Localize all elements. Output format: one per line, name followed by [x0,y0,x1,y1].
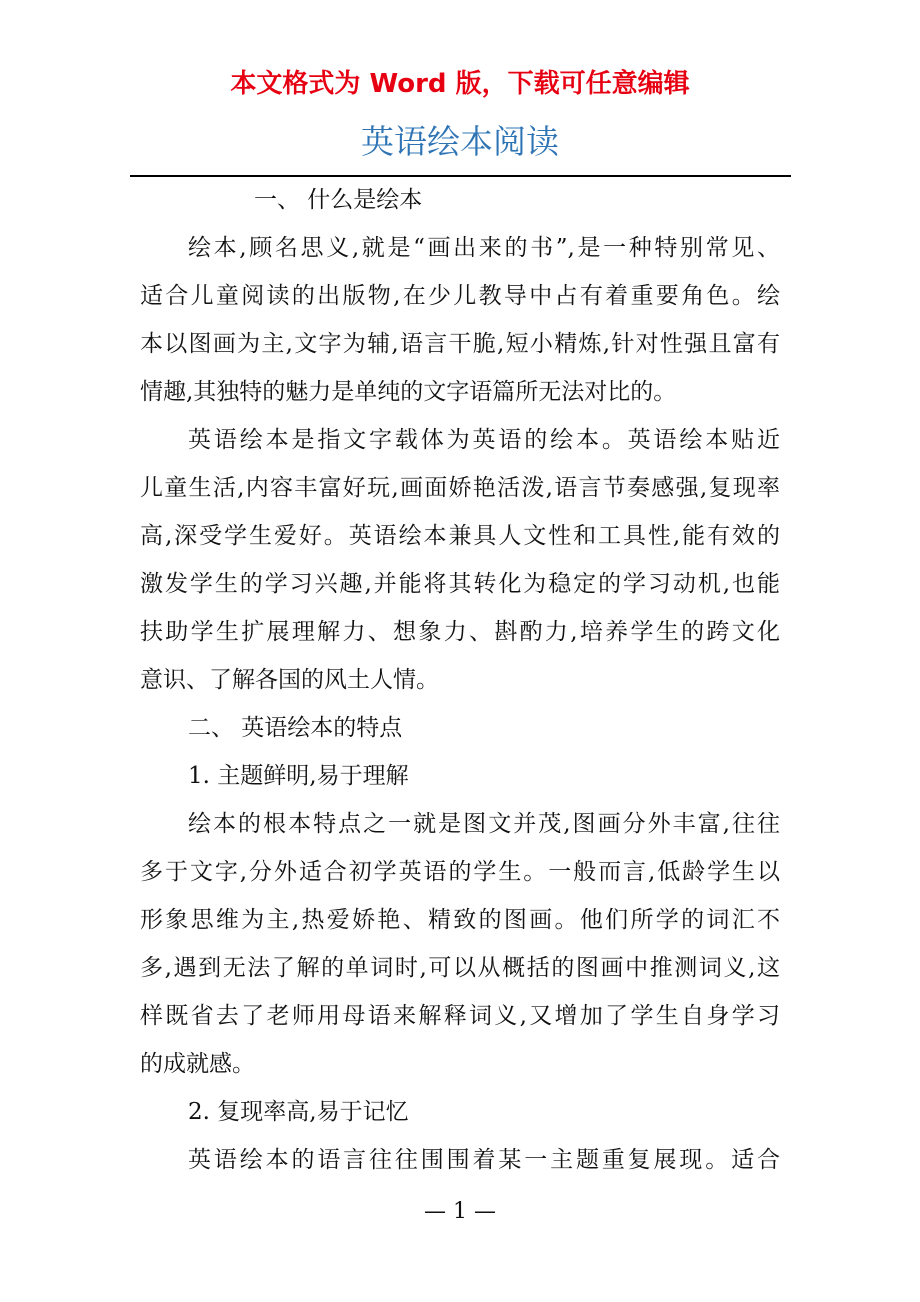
paragraph-line: 本以图画为主,文字为辅,语言干脆,短小精炼,针对性强且富有 [140,331,780,357]
paragraph-line: 多,遇到无法了解的单词时,可以从概括的图画中推测词义,这 [140,955,780,981]
paragraph-line: 儿童生活,内容丰富好玩,画面娇艳活泼,语言节奏感强,复现率 [140,475,780,501]
paragraph-1 [140,224,780,416]
page-number: — 1 — [424,1199,496,1224]
paragraph-line: 样既省去了老师用母语来解释词义,又增加了学生自身学习 [140,1003,780,1029]
section-heading-2: 二、 英语绘本的特点 [188,715,403,741]
document-title: 英语绘本阅读 [361,122,559,161]
paragraph-line: 绘本,顾名思义,就是“画出来的书”,是一种特别常见、 [188,235,780,261]
paragraph-line: 意识、了解各国的风土人情。 [140,667,439,693]
section-heading-1: 一、 什么是绘本 [254,187,423,213]
subsection-heading-2: 2. 复现率高,易于记忆 [188,1099,409,1125]
paragraph-2 [140,416,780,704]
paragraph-line: 形象思维为主,热爱娇艳、精致的图画。他们所学的词汇不 [140,907,780,933]
paragraph-line: 多于文字,分外适合初学英语的学生。一般而言,低龄学生以 [140,859,780,885]
paragraph-line: 激发学生的学习兴趣,并能将其转化为稳定的学习动机,也能 [140,571,780,597]
format-banner: 本文格式为 Word 版，下载可任意编辑 [230,69,690,99]
paragraph-line: 适合儿童阅读的出版物,在少儿教导中占有着重要角色。绘 [140,283,780,309]
document-body [140,176,780,1184]
paragraph-3 [140,800,780,1088]
paragraph-line: 高,深受学生爱好。英语绘本兼具人文性和工具性,能有效的 [140,523,780,549]
paragraph-line: 绘本的根本特点之一就是图文并茂,图画分外丰富,往往 [188,811,780,837]
paragraph-line: 英语绘本是指文字载体为英语的绘本。英语绘本贴近 [188,427,780,453]
paragraph-line: 情趣,其独特的魅力是单纯的文字语篇所无法对比的。 [140,379,677,405]
paragraph-line: 扶助学生扩展理解力、想象力、斟酌力,培养学生的跨文化 [140,619,780,645]
paragraph-4 [140,1136,780,1184]
subsection-heading-1: 1. 主题鲜明,易于理解 [188,763,409,789]
paragraph-line: 英语绘本的语言往往围围着某一主题重复展现。适合 [188,1147,780,1173]
paragraph-line: 的成就感。 [140,1051,255,1077]
